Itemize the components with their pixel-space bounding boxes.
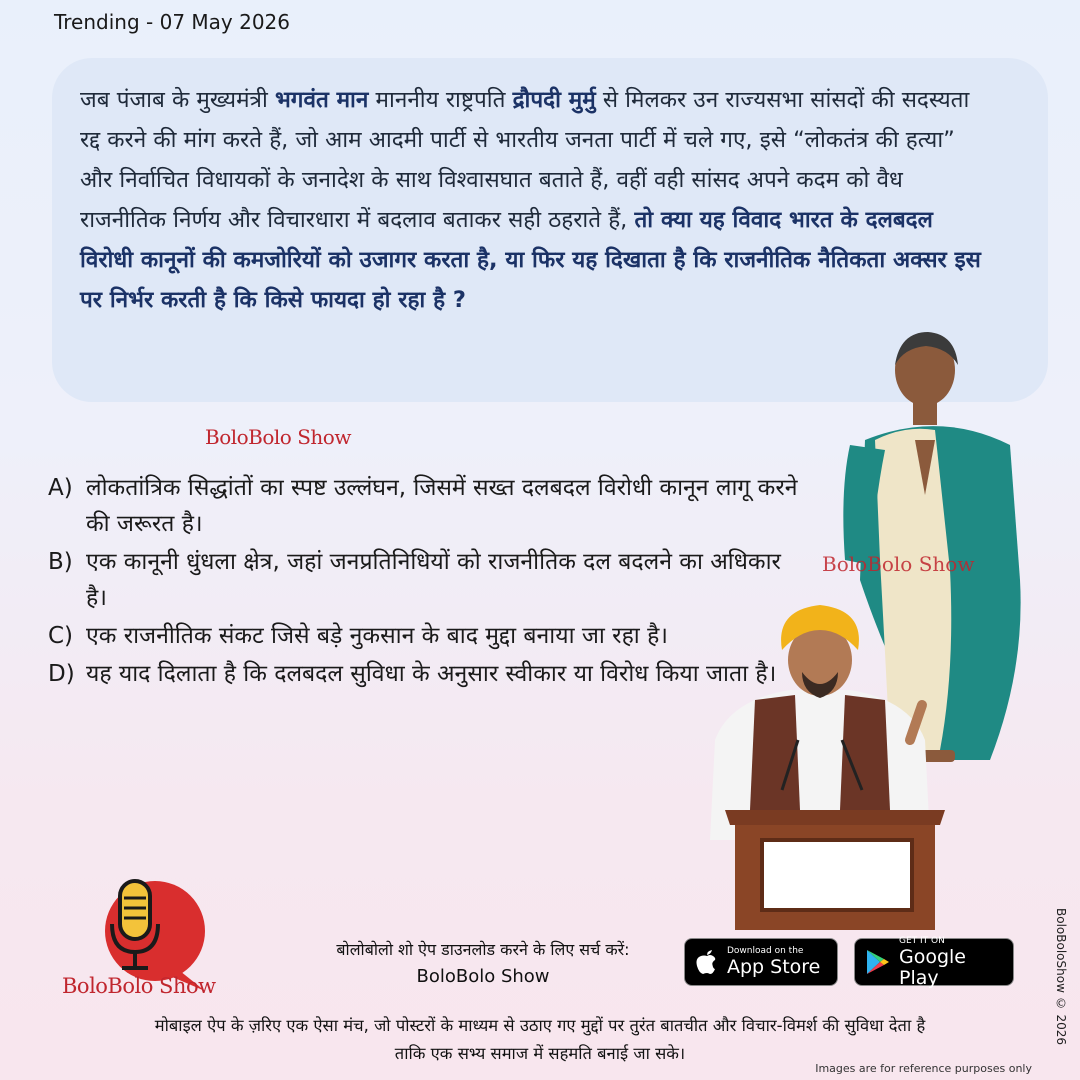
option-text: एक राजनीतिक संकट जिसे बड़े नुकसान के बाद मुद्दा बनाया जा रहा है। — [86, 623, 669, 649]
download-line: बोलोबोलो शो ऐप डाउनलोड करने के लिए सर्च करें: — [336, 940, 630, 959]
play-small-text: GET IT ON — [899, 935, 945, 946]
appstore-big-text: App Store — [727, 956, 821, 978]
option-text: यह याद दिलाता है कि दलबदल सुविधा के अनुसार स्वीकार या विरोध किया जाता है। — [86, 661, 777, 687]
option-letter: C) — [48, 623, 74, 649]
option-letter: B) — [48, 549, 73, 575]
brand-label: BoloBolo Show — [205, 425, 351, 449]
image-disclaimer: Images are for reference purposes only — [815, 1062, 1032, 1075]
question-bold-ending: तो क्या यह विवाद भारत के दलबदल विरोधी कानूनों की कमजोरियों को उजागर करता है, या फिर यह दिखाता है कि राजनीतिक नैतिकता अक्सर इस पर निर्भर करती है कि किसे फायदा हो रहा है ? — [80, 207, 981, 313]
logo-brand-name: BoloBolo Show — [62, 974, 216, 998]
option-letter: A) — [48, 475, 73, 501]
appstore-small-text: Download on the — [727, 946, 804, 956]
watermark: BoloBolo Show — [822, 552, 975, 576]
footer-description — [40, 1012, 1040, 1068]
question-text — [80, 80, 988, 320]
footer-line-2: ताकि एक सभ्य समाज में सहमति बनाई जा सके। — [394, 1044, 686, 1063]
footer-line-1: मोबाइल ऐप के ज़रिए एक ऐसा मंच, जो पोस्टरों के माध्यम से उठाए गए मुद्दों पर तुरंत बातचीत और विचार-विमर्श की सुविधा देता है — [154, 1016, 926, 1035]
google-play-icon — [865, 948, 891, 976]
option-text: लोकतांत्रिक सिद्धांतों का स्पष्ट उल्लंघन, जिसमें सख्त दलबदल विरोधी कानून लागू करने की जरूरत है। — [86, 475, 798, 537]
name-bhagwant-mann: भगवंत मान — [274, 87, 369, 113]
play-big-text: Google Play — [899, 945, 967, 989]
politicians-illustration — [690, 320, 1050, 930]
google-play-button[interactable] — [854, 935, 1014, 989]
apple-icon — [695, 948, 719, 976]
question-part-1: जब पंजाब के मुख्यमंत्री — [80, 87, 275, 113]
name-droupadi-murmu: द्रौपदी मुर्मु — [512, 87, 596, 113]
app-store-button[interactable] — [684, 938, 838, 986]
copyright-notice: BoloBoloShow © 2026 — [1054, 908, 1068, 1046]
option-letter: D) — [48, 661, 75, 687]
download-instructions — [298, 936, 668, 990]
question-part-3: से मिलकर उन राज्यसभा सांसदों की सदस्यता रद्द करने की मांग करते हैं, जो आम आदमी पार्टी से भारतीय जनता पार्टी में चले गए, इसे “लोकतंत्र की हत्या” और निर्वाचित विधायकों के जनादेश के साथ विश्वासघात बताते हैं, वहीं वही सांसद अपने कदम को वैध राजनीतिक निर्णय और विचारधारा में बदलाव बताकर सही ठहराते हैं, — [80, 87, 970, 233]
option-text: एक कानूनी धुंधला क्षेत्र, जहां जनप्रतिनिधियों को राजनीतिक दल बदलने का अधिकार है। — [86, 549, 781, 611]
question-part-2: माननीय राष्ट्रपति — [368, 87, 513, 113]
podium — [725, 810, 945, 930]
trending-date: Trending - 07 May 2026 — [54, 10, 291, 34]
download-app-name: BoloBolo Show — [416, 966, 550, 987]
